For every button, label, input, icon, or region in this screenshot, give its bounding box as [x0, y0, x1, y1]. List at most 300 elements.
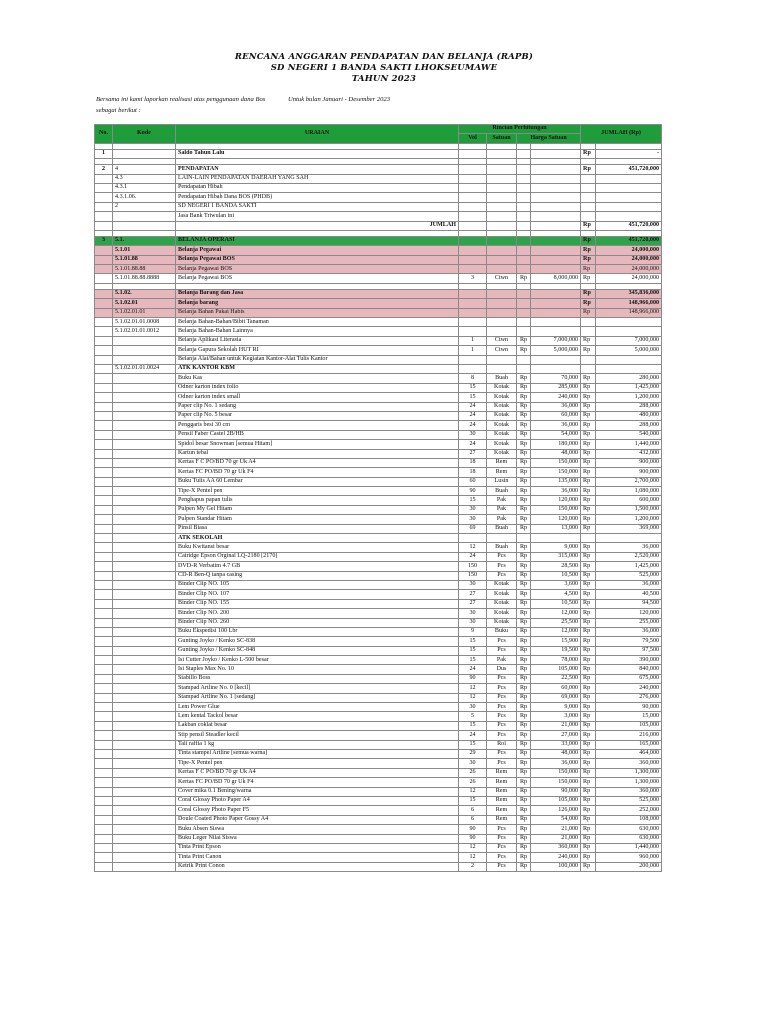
cell-no [95, 393, 113, 402]
cell-vol: 26 [459, 768, 487, 777]
cell-uraian: Binder Clip NO. 105 [176, 580, 459, 589]
cell-no [95, 299, 113, 308]
cell-uraian: Tipe-X Pentel pen [176, 487, 459, 496]
cell-jumlah-rp: Rp [581, 721, 596, 730]
cell-satuan [487, 364, 517, 373]
cell-jumlah: 1,425,000 [596, 562, 662, 571]
cell-vol: 8 [459, 374, 487, 383]
cell-jumlah: 1,200,000 [596, 393, 662, 402]
intro-period: Untuk bulan Januari - Desember 2023 [288, 96, 391, 103]
cell-kode [113, 411, 176, 420]
table-row [95, 768, 662, 777]
cell-kode [113, 562, 176, 571]
cell-uraian: Belanja Gapura Sekolah HUT RI [176, 346, 459, 355]
cell-uraian: SD NEGERI 1 BANDA SAKTI [176, 202, 459, 211]
cell-harga-rp [517, 265, 531, 274]
cell-jumlah [596, 183, 662, 192]
cell-uraian: Tipe-X Pentel pen [176, 759, 459, 768]
cell-vol: 27 [459, 449, 487, 458]
cell-harga [531, 265, 581, 274]
cell-jumlah: 369,000 [596, 524, 662, 533]
cell-uraian: Cover mika 0.1 Bening/warna [176, 787, 459, 796]
cell-satuan: Pak [487, 505, 517, 514]
cell-jumlah-rp [581, 202, 596, 211]
cell-vol [459, 327, 487, 336]
cell-jumlah-rp: Rp [581, 236, 596, 245]
cell-no [95, 778, 113, 787]
cell-no [95, 289, 113, 298]
cell-harga: 3,600 [531, 580, 581, 589]
cell-harga-rp: Rp [517, 571, 531, 580]
cell-harga-rp: Rp [517, 712, 531, 721]
cell-jumlah-rp [581, 174, 596, 183]
cell-vol: 2 [459, 862, 487, 871]
cell-uraian: Belanja Pegawai BOS [176, 274, 459, 283]
cell-kode [113, 590, 176, 599]
cell-kode [113, 430, 176, 439]
cell-jumlah [596, 364, 662, 373]
cell-kode [113, 524, 176, 533]
cell-satuan: Kotak [487, 393, 517, 402]
cell-jumlah-rp: Rp [581, 768, 596, 777]
cell-vol: 90 [459, 825, 487, 834]
cell-harga-rp: Rp [517, 458, 531, 467]
cell-harga-rp [517, 534, 531, 543]
cell-jumlah: 1,500,000 [596, 505, 662, 514]
cell-satuan: Pcs [487, 571, 517, 580]
cell-satuan: Kotak [487, 599, 517, 608]
cell-harga: 9,000 [531, 703, 581, 712]
cell-no: 3 [95, 236, 113, 245]
cell-satuan: Ctwn [487, 346, 517, 355]
col-header-harga: Harga Satuan [517, 134, 581, 143]
cell-harga: 150,000 [531, 778, 581, 787]
cell-harga: 36,000 [531, 402, 581, 411]
cell-uraian: Binder Clip NO. 200 [176, 609, 459, 618]
cell-harga-rp: Rp [517, 750, 531, 759]
table-row [95, 599, 662, 608]
cell-harga: 28,500 [531, 562, 581, 571]
cell-jumlah [596, 174, 662, 183]
cell-no [95, 477, 113, 486]
cell-harga-rp: Rp [517, 590, 531, 599]
cell-uraian: Isi Staples Max No. 10 [176, 665, 459, 674]
cell-jumlah-rp: Rp [581, 787, 596, 796]
cell-uraian: Coral Glossy Photo Paper A4 [176, 796, 459, 805]
cell-satuan: Pcs [487, 552, 517, 561]
cell-jumlah-rp: Rp [581, 862, 596, 871]
cell-no [95, 308, 113, 317]
cell-harga-rp: Rp [517, 336, 531, 345]
cell-harga-rp: Rp [517, 374, 531, 383]
cell-jumlah-rp: Rp [581, 149, 596, 158]
cell-jumlah: 600,000 [596, 496, 662, 505]
cell-kode: 5.1.02.01 [113, 299, 176, 308]
cell-no [95, 637, 113, 646]
cell-no [95, 674, 113, 683]
cell-uraian: Belanja Pegawai BOS [176, 255, 459, 264]
cell-no [95, 590, 113, 599]
cell-jumlah-rp: Rp [581, 299, 596, 308]
cell-kode [113, 440, 176, 449]
cell-jumlah-rp: Rp [581, 580, 596, 589]
cell-satuan [487, 265, 517, 274]
cell-kode [113, 721, 176, 730]
cell-harga-rp: Rp [517, 440, 531, 449]
cell-harga [531, 534, 581, 543]
cell-harga: 69,000 [531, 693, 581, 702]
cell-harga-rp: Rp [517, 731, 531, 740]
cell-satuan [487, 289, 517, 298]
cell-no [95, 656, 113, 665]
cell-kode [113, 703, 176, 712]
cell-jumlah-rp: Rp [581, 599, 596, 608]
table-row [95, 477, 662, 486]
cell-jumlah-rp: Rp [581, 834, 596, 843]
cell-satuan [487, 355, 517, 364]
cell-no [95, 646, 113, 655]
cell-jumlah: 24,000,000 [596, 274, 662, 283]
cell-jumlah [596, 212, 662, 221]
cell-harga: 150,000 [531, 458, 581, 467]
cell-satuan: Rem [487, 806, 517, 815]
cell-harga: 150,000 [531, 505, 581, 514]
cell-uraian: Lakban coklat besar [176, 721, 459, 730]
cell-jumlah-rp: Rp [581, 430, 596, 439]
cell-uraian: Stampad Artline No. 1 [sedang] [176, 693, 459, 702]
cell-jumlah: 24,000,000 [596, 246, 662, 255]
cell-harga-rp: Rp [517, 609, 531, 618]
cell-harga-rp: Rp [517, 505, 531, 514]
cell-jumlah: 1,300,000 [596, 778, 662, 787]
cell-uraian: Belanja Bahan Pakai Habis [176, 308, 459, 317]
cell-jumlah-rp: Rp [581, 609, 596, 618]
cell-jumlah-rp [581, 183, 596, 192]
cell-kode: 5.1.02. [113, 289, 176, 298]
cell-harga [531, 289, 581, 298]
cell-kode [113, 346, 176, 355]
table-row [95, 580, 662, 589]
cell-jumlah-rp: Rp [581, 524, 596, 533]
cell-harga-rp: Rp [517, 562, 531, 571]
table-row [95, 174, 662, 183]
cell-jumlah: 432,000 [596, 449, 662, 458]
cell-harga [531, 255, 581, 264]
cell-satuan [487, 202, 517, 211]
cell-jumlah-rp: Rp [581, 165, 596, 174]
cell-harga: 135,000 [531, 477, 581, 486]
cell-satuan [487, 236, 517, 245]
cell-no [95, 665, 113, 674]
cell-harga-rp: Rp [517, 274, 531, 283]
table-row [95, 236, 662, 245]
cell-satuan: Lusin [487, 477, 517, 486]
table-row [95, 712, 662, 721]
table-row [95, 740, 662, 749]
cell-jumlah-rp [581, 193, 596, 202]
table-row [95, 346, 662, 355]
cell-jumlah [596, 534, 662, 543]
cell-no [95, 458, 113, 467]
cell-jumlah: 288,000 [596, 421, 662, 430]
cell-satuan [487, 221, 517, 230]
cell-satuan: Pcs [487, 750, 517, 759]
cell-harga-rp [517, 149, 531, 158]
table-row [95, 618, 662, 627]
cell-vol: 27 [459, 599, 487, 608]
cell-harga [531, 364, 581, 373]
cell-uraian: Binder Clip NO. 260 [176, 618, 459, 627]
cell-vol: 15 [459, 496, 487, 505]
cell-harga: 12,000 [531, 627, 581, 636]
cell-vol [459, 308, 487, 317]
cell-vol: 15 [459, 721, 487, 730]
cell-harga-rp [517, 236, 531, 245]
cell-jumlah-rp: Rp [581, 815, 596, 824]
cell-harga-rp: Rp [517, 411, 531, 420]
cell-no [95, 212, 113, 221]
table-row [95, 299, 662, 308]
cell-harga-rp [517, 308, 531, 317]
table-row [95, 656, 662, 665]
cell-kode [113, 656, 176, 665]
cell-jumlah-rp: Rp [581, 571, 596, 580]
cell-uraian: Belanja Bahan-Bahan Lainnya [176, 327, 459, 336]
cell-harga-rp: Rp [517, 627, 531, 636]
cell-vol: 30 [459, 703, 487, 712]
cell-kode: 4.3.1.06. [113, 193, 176, 202]
cell-no [95, 430, 113, 439]
cell-kode [113, 693, 176, 702]
cell-harga-rp [517, 202, 531, 211]
cell-jumlah-rp [581, 327, 596, 336]
cell-vol: 150 [459, 571, 487, 580]
cell-uraian: Saldo Tahun Lalu [176, 149, 459, 158]
cell-kode [113, 609, 176, 618]
cell-jumlah [596, 355, 662, 364]
table-row [95, 274, 662, 283]
cell-jumlah: 36,000 [596, 580, 662, 589]
cell-harga: 315,000 [531, 552, 581, 561]
cell-satuan: Kotak [487, 383, 517, 392]
cell-jumlah: 148,966,000 [596, 299, 662, 308]
cell-vol: 30 [459, 580, 487, 589]
cell-vol: 12 [459, 693, 487, 702]
cell-vol [459, 364, 487, 373]
cell-vol: 15 [459, 740, 487, 749]
cell-jumlah-rp: Rp [581, 778, 596, 787]
cell-harga: 70,000 [531, 374, 581, 383]
table-row [95, 202, 662, 211]
cell-jumlah: 360,000 [596, 759, 662, 768]
cell-kode: 5.1.01.88.88 [113, 265, 176, 274]
cell-vol [459, 193, 487, 202]
cell-jumlah: 288,000 [596, 402, 662, 411]
cell-harga [531, 149, 581, 158]
cell-vol: 90 [459, 674, 487, 683]
table-row [95, 393, 662, 402]
cell-jumlah: 252,000 [596, 806, 662, 815]
cell-satuan [487, 149, 517, 158]
cell-harga-rp [517, 174, 531, 183]
cell-satuan: Buah [487, 524, 517, 533]
cell-harga: 33,000 [531, 740, 581, 749]
cell-uraian: Pendapatan Hibah Dana BOS (PHDB) [176, 193, 459, 202]
table-row [95, 336, 662, 345]
cell-satuan: Pcs [487, 646, 517, 655]
cell-satuan: Pcs [487, 712, 517, 721]
cell-harga [531, 308, 581, 317]
cell-jumlah-rp: Rp [581, 265, 596, 274]
cell-jumlah-rp: Rp [581, 402, 596, 411]
cell-no [95, 580, 113, 589]
cell-harga-rp: Rp [517, 477, 531, 486]
cell-harga: 9,000 [531, 543, 581, 552]
cell-harga-rp: Rp [517, 674, 531, 683]
cell-kode [113, 684, 176, 693]
cell-satuan: Kotak [487, 402, 517, 411]
cell-jumlah: 960,000 [596, 853, 662, 862]
cell-kode [113, 402, 176, 411]
cell-jumlah-rp: Rp [581, 684, 596, 693]
cell-vol: 90 [459, 487, 487, 496]
cell-harga [531, 246, 581, 255]
cell-jumlah: 276,000 [596, 693, 662, 702]
cell-harga: 36,000 [531, 487, 581, 496]
cell-vol: 12 [459, 787, 487, 796]
table-row [95, 183, 662, 192]
cell-jumlah: 79,500 [596, 637, 662, 646]
cell-no [95, 693, 113, 702]
cell-kode: 4.3.1 [113, 183, 176, 192]
cell-jumlah: 40,500 [596, 590, 662, 599]
cell-no [95, 609, 113, 618]
cell-kode [113, 477, 176, 486]
cell-uraian: Belanja Aplikasi Literasia [176, 336, 459, 345]
table-row [95, 834, 662, 843]
cell-harga: 240,000 [531, 393, 581, 402]
cell-jumlah-rp [581, 318, 596, 327]
cell-harga: 7,000,000 [531, 336, 581, 345]
cell-vol [459, 202, 487, 211]
cell-no [95, 721, 113, 730]
cell-uraian: Kartun tebal [176, 449, 459, 458]
cell-kode [113, 421, 176, 430]
cell-no [95, 750, 113, 759]
cell-jumlah-rp: Rp [581, 703, 596, 712]
table-row [95, 318, 662, 327]
cell-harga-rp: Rp [517, 599, 531, 608]
cell-uraian: Tinta stampel Artline [semua warna] [176, 750, 459, 759]
cell-uraian: Jasa Bank Triwulan ini [176, 212, 459, 221]
cell-harga-rp [517, 183, 531, 192]
table-row [95, 665, 662, 674]
cell-kode [113, 806, 176, 815]
table-row [95, 364, 662, 373]
table-row [95, 750, 662, 759]
cell-satuan: Pcs [487, 674, 517, 683]
cell-jumlah: 840,000 [596, 665, 662, 674]
cell-no [95, 183, 113, 192]
cell-vol: 9 [459, 627, 487, 636]
table-row [95, 421, 662, 430]
cell-jumlah: - [596, 149, 662, 158]
cell-satuan: Kotak [487, 411, 517, 420]
table-row [95, 825, 662, 834]
cell-vol: 24 [459, 402, 487, 411]
cell-uraian: Penghapus papan tulis [176, 496, 459, 505]
cell-satuan: Dus [487, 665, 517, 674]
cell-satuan: Kotak [487, 580, 517, 589]
cell-kode: 2 [113, 202, 176, 211]
cell-kode: 5.1.02.01.01.0012 [113, 327, 176, 336]
cell-jumlah-rp: Rp [581, 627, 596, 636]
cell-vol: 1 [459, 336, 487, 345]
cell-uraian: Gunting Joyko / Kenko SC-838 [176, 637, 459, 646]
cell-satuan: Pcs [487, 703, 517, 712]
cell-kode [113, 674, 176, 683]
cell-jumlah: 148,966,000 [596, 308, 662, 317]
table-row [95, 637, 662, 646]
cell-no [95, 562, 113, 571]
cell-harga: 21,000 [531, 825, 581, 834]
table-row [95, 402, 662, 411]
cell-harga [531, 183, 581, 192]
cell-satuan: Rem [487, 458, 517, 467]
cell-harga: 90,000 [531, 787, 581, 796]
cell-harga: 5,000,000 [531, 346, 581, 355]
cell-jumlah [596, 318, 662, 327]
cell-no [95, 383, 113, 392]
cell-kode [113, 834, 176, 843]
cell-jumlah-rp: Rp [581, 421, 596, 430]
cell-harga: 105,000 [531, 796, 581, 805]
cell-kode: 5.1. [113, 236, 176, 245]
cell-jumlah-rp: Rp [581, 346, 596, 355]
cell-vol [459, 255, 487, 264]
cell-harga-rp: Rp [517, 721, 531, 730]
cell-vol: 5 [459, 712, 487, 721]
cell-vol: 24 [459, 440, 487, 449]
cell-jumlah: 36,000 [596, 627, 662, 636]
cell-kode [113, 637, 176, 646]
cell-jumlah: 390,000 [596, 656, 662, 665]
cell-kode [113, 796, 176, 805]
cell-no [95, 515, 113, 524]
cell-no [95, 265, 113, 274]
table-row [95, 221, 662, 230]
table-row [95, 684, 662, 693]
cell-uraian: Paper clip No. 1 sedang [176, 402, 459, 411]
cell-harga-rp [517, 299, 531, 308]
cell-satuan: Rem [487, 768, 517, 777]
intro-text-2: sebagai berikut : [96, 107, 141, 114]
cell-jumlah-rp: Rp [581, 646, 596, 655]
cell-harga-rp: Rp [517, 383, 531, 392]
cell-harga-rp: Rp [517, 759, 531, 768]
table-row [95, 308, 662, 317]
cell-vol: 12 [459, 853, 487, 862]
cell-harga [531, 236, 581, 245]
cell-vol: 30 [459, 759, 487, 768]
cell-jumlah: 216,000 [596, 731, 662, 740]
cell-harga-rp: Rp [517, 646, 531, 655]
table-row [95, 627, 662, 636]
cell-satuan [487, 165, 517, 174]
table-row [95, 693, 662, 702]
cell-uraian: Kertas FC PO/BD 70 gr Uk F4 [176, 468, 459, 477]
cell-uraian: Tali raffia 1 kg [176, 740, 459, 749]
